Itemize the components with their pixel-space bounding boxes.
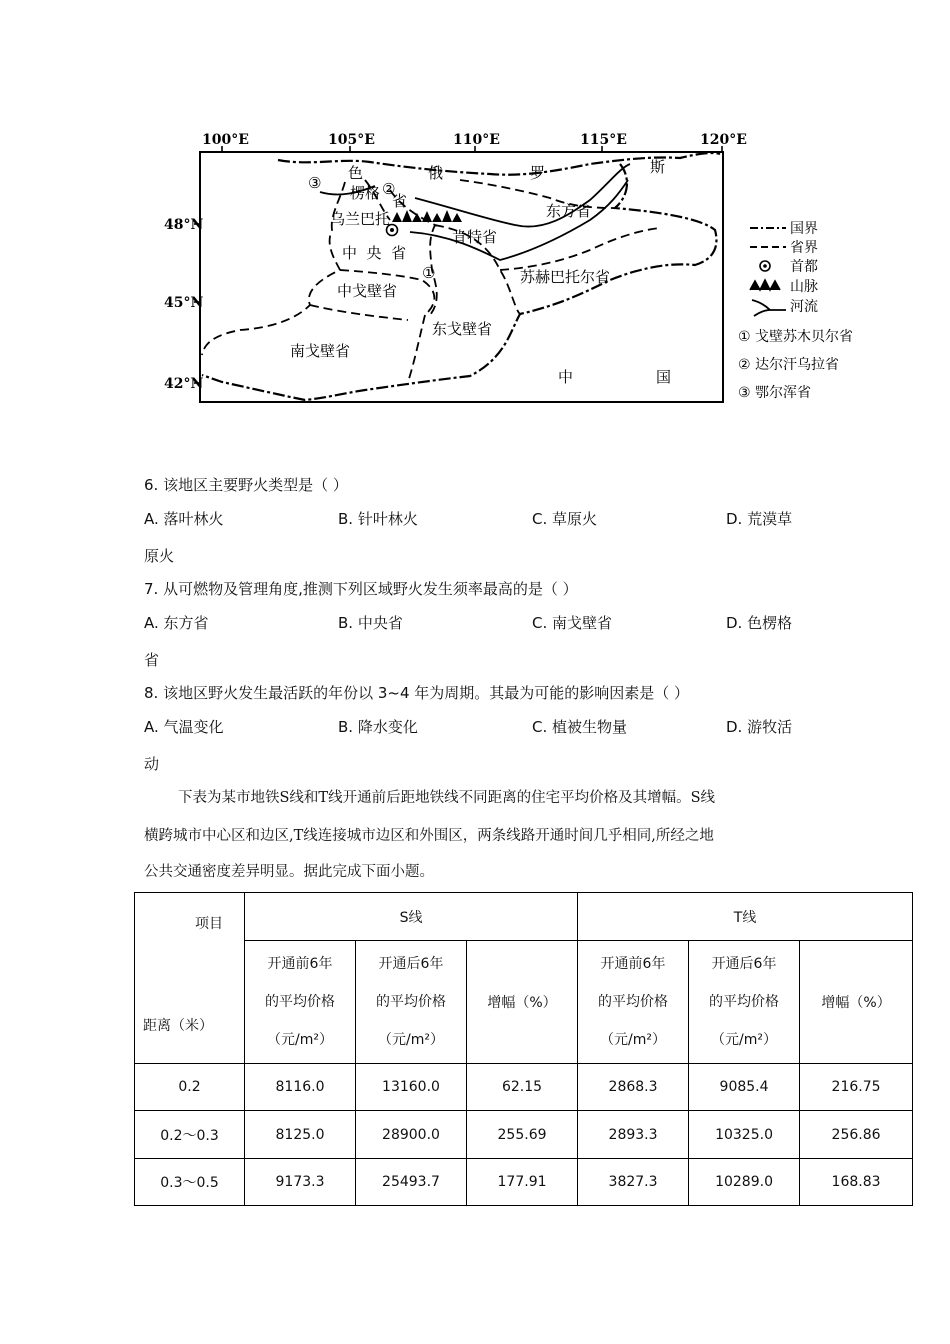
header-line: 开通前6年 [600,956,666,973]
question-7-stem: 7. 从可燃物及管理角度,推测下列区域野火发生须率最高的是（ ） [144,580,578,598]
label-selenge: 色 [348,164,364,182]
table-row [135,1064,913,1111]
cell-s-before: 8125.0 [245,1111,356,1159]
label-south-gobi: 南戈壁省 [290,342,351,360]
header-line: （元/m²） [267,1032,333,1049]
question-6-option-a[interactable]: A. 落叶林火 [144,510,224,528]
cell-s-after: 25493.7 [356,1159,467,1206]
header-s-increase: 增幅（%） [467,941,578,1064]
label-china: 中 [558,368,574,386]
lat-label: 48°N [164,217,204,233]
label-middle-gobi: 中戈壁省 [337,282,398,300]
cell-distance: 0.2～0.3 [135,1111,245,1159]
marker-1: ① [422,264,436,282]
marker-3: ③ [308,174,322,192]
label-selenge: 省 [392,192,408,210]
lat-label: 45°N [164,295,204,311]
table-row [135,1111,913,1159]
table-corner-cell [135,893,245,1064]
cell-s-increase: 62.15 [467,1064,578,1111]
lon-label: 115°E [580,132,627,148]
corner-label-distance: 距离（米） [143,1018,213,1034]
label-dornod: 东方省 [546,202,592,220]
lon-label: 105°E [328,132,375,148]
cell-t-after: 10325.0 [689,1111,800,1159]
question-7-option-d[interactable]: D. 色楞格 [726,614,793,632]
label-sukhbaatar: 苏赫巴托尔省 [520,268,611,286]
legend-label: ① 戈壁苏木贝尔省 [738,329,854,345]
question-6-option-b[interactable]: B. 针叶林火 [338,510,418,528]
cell-t-before: 2893.3 [578,1111,689,1159]
cell-s-after: 13160.0 [356,1064,467,1111]
cell-s-increase: 255.69 [467,1111,578,1159]
cell-distance: 0.2 [135,1064,245,1111]
label-ulaanbaatar: 乌兰巴托 [330,210,391,228]
cell-t-before: 3827.3 [578,1159,689,1206]
header-line: 的平均价格 [376,994,446,1011]
cell-s-after: 28900.0 [356,1111,467,1159]
question-8-option-c[interactable]: C. 植被生物量 [532,718,628,736]
national-border [202,153,720,400]
question-8-option-a[interactable]: A. 气温变化 [144,718,224,736]
map-legend [750,228,786,316]
lon-label: 100°E [202,132,249,148]
header-t-after [689,941,800,1064]
cell-t-increase: 256.86 [800,1111,913,1159]
table-row [135,1159,913,1206]
legend-label: 国界 [790,221,818,237]
label-russia: 罗 [530,164,546,182]
question-8-option-d[interactable]: D. 游牧活 [726,718,793,736]
header-s-before [245,941,356,1064]
header-line: （元/m²） [378,1032,444,1049]
legend-label: ② 达尔汗乌拉省 [738,357,840,373]
cell-t-after: 10289.0 [689,1159,800,1206]
question-7-option-d-wrap: 省 [144,651,160,669]
passage-line-3: 公共交通密度差异明显。据此完成下面小题。 [144,864,434,880]
question-7-option-a[interactable]: A. 东方省 [144,614,209,632]
header-s-after [356,941,467,1064]
cell-s-before: 9173.3 [245,1159,356,1206]
question-8-option-d-wrap: 动 [144,755,160,773]
cell-t-before: 2868.3 [578,1064,689,1111]
question-6-option-d-wrap: 原火 [144,547,175,565]
passage-line-1: 下表为某市地铁S线和T线开通前后距地铁线不同距离的住宅平均价格及其增幅。S线 [178,790,716,806]
header-line: 开通前6年 [267,956,333,973]
header-line: （元/m²） [600,1032,667,1049]
corner-label-item: 项目 [195,916,223,932]
legend-label: ③ 鄂尔浑省 [738,385,812,401]
header-t-line: T线 [578,893,913,941]
legend-label: 山脉 [790,279,818,295]
header-s-line: S线 [245,893,578,941]
header-t-increase: 增幅（%） [800,941,913,1064]
legend-label: 首都 [790,259,818,275]
question-6-option-c[interactable]: C. 草原火 [532,510,598,528]
question-8-option-b[interactable]: B. 降水变化 [338,718,418,736]
cell-t-increase: 168.83 [800,1159,913,1206]
label-china: 国 [656,368,672,386]
cell-s-before: 8116.0 [245,1064,356,1111]
question-7-option-c[interactable]: C. 南戈壁省 [532,614,613,632]
label-russia: 斯 [650,158,666,176]
passage-line-2: 横跨城市中心区和边区,T线连接城市边区和外围区，两条线路开通时间几乎相同,所经之地 [144,828,714,844]
question-6-option-d[interactable]: D. 荒漠草 [726,510,793,528]
lon-label: 110°E [453,132,500,148]
question-6-stem: 6. 该地区主要野火类型是（ ） [144,476,348,494]
question-8-stem: 8. 该地区野火发生最活跃的年份以 3~4 年为周期。其最为可能的影响因素是（ ） [144,684,690,702]
header-t-before [578,941,689,1064]
cell-t-after: 9085.4 [689,1064,800,1111]
header-line: 的平均价格 [598,994,669,1011]
map-ticks [194,146,722,383]
label-khentii: 肯特省 [452,228,498,246]
map-svg [160,120,900,420]
label-selenge: 楞格 [350,184,381,202]
header-line: 的平均价格 [709,994,780,1011]
price-table [134,892,913,1206]
cell-s-increase: 177.91 [467,1159,578,1206]
lat-label: 42°N [164,376,204,392]
map-figure [160,120,900,420]
label-central: 中 央 省 [342,244,407,262]
legend-label: 省界 [790,240,818,256]
marker-2: ② [382,180,396,198]
cell-distance: 0.3～0.5 [135,1159,245,1206]
question-7-option-b[interactable]: B. 中央省 [338,614,403,632]
header-line: 开通后6年 [378,956,444,973]
header-line: （元/m²） [711,1032,778,1049]
legend-label: 河流 [790,299,818,315]
header-line: 开通后6年 [711,956,777,973]
mountains-icon [392,210,462,222]
map-frame [200,152,723,402]
lon-label: 120°E [700,132,747,148]
label-east-gobi: 东戈壁省 [432,320,493,338]
header-line: 的平均价格 [265,994,335,1011]
label-russia: 俄 [428,164,444,182]
cell-t-increase: 216.75 [800,1064,913,1111]
